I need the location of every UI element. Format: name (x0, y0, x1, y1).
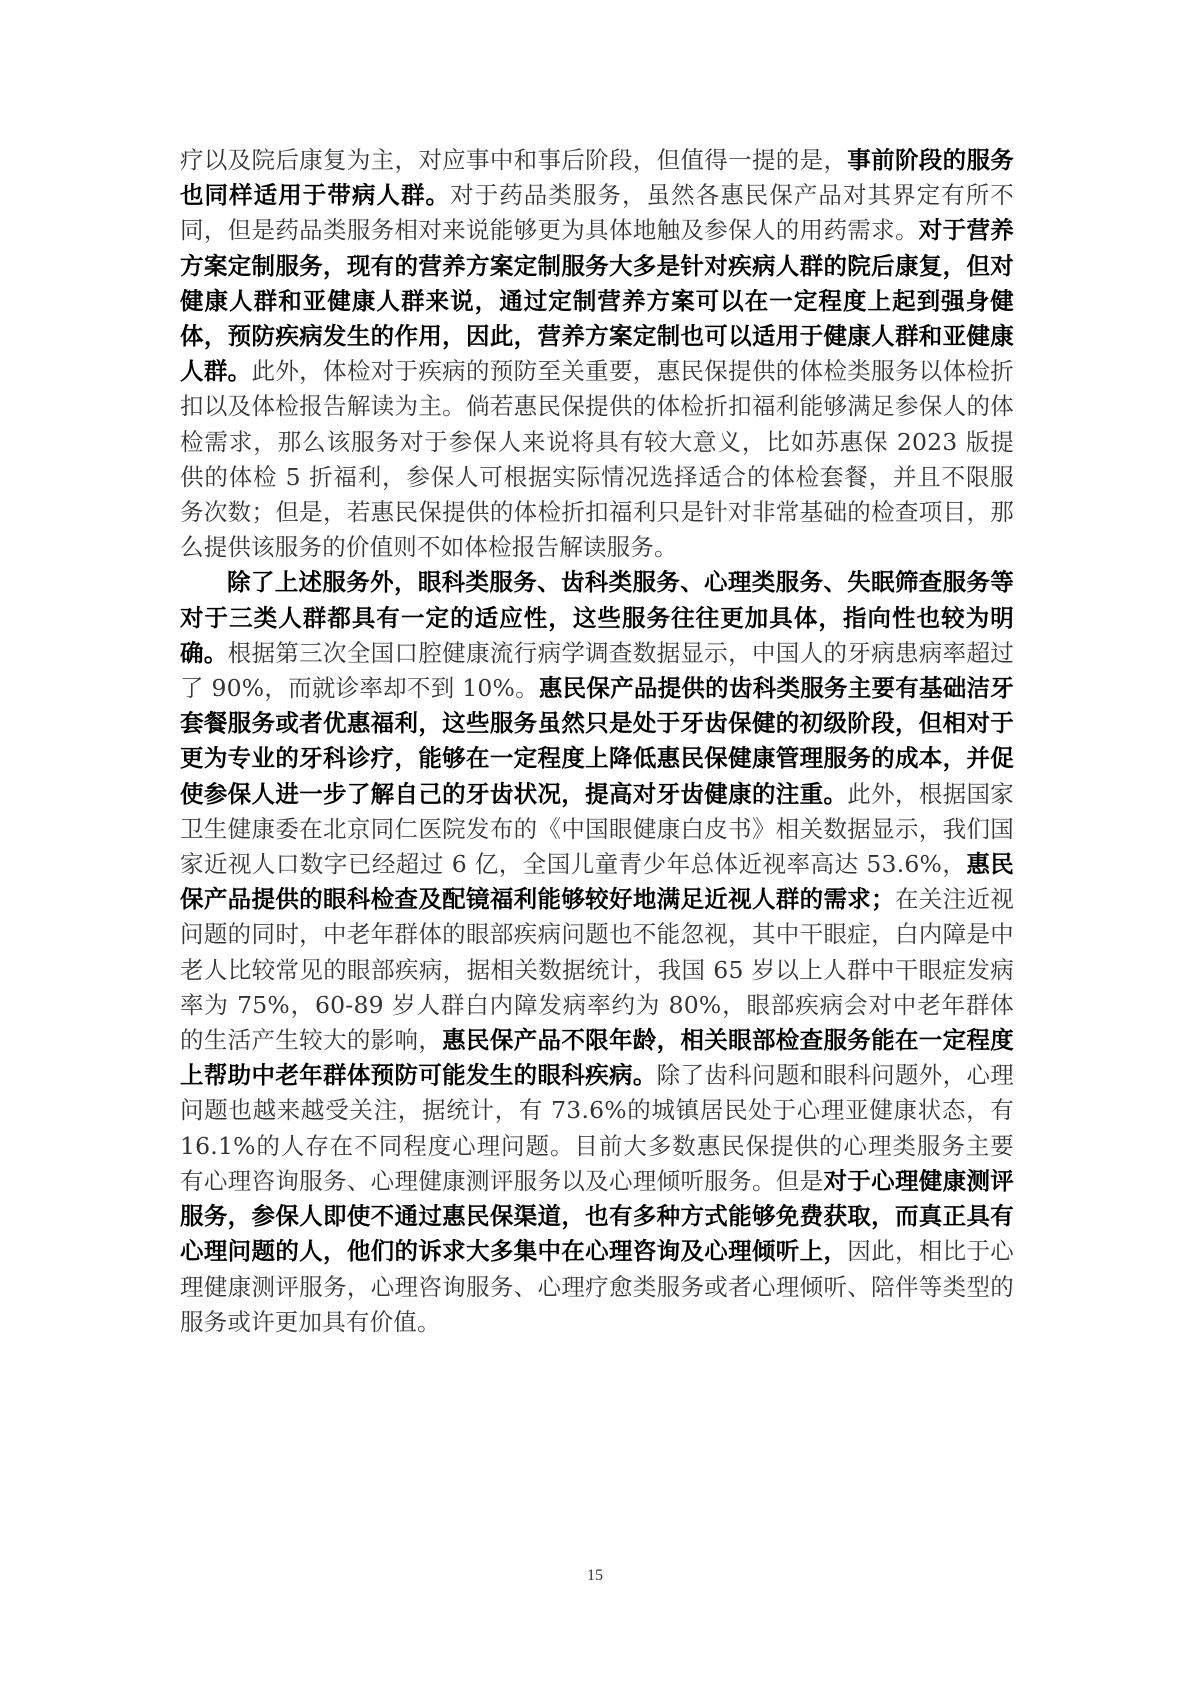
text-segment: 根据第三次全国口腔健康流行病学调查数据显示，中国人的牙病患病率超过了 90%，而就诊率却不到 10%。 (180, 638, 1014, 703)
text-segment: 除了齿科问题和眼科问题外，心理问题也越来越受关注，据统计，有 73.6%的城镇居民处于心理亚健康状态，有 16.1%的人存在不同程度心理问题。目前大多数惠民保提供的心理类服务主要有心理咨询服务、心理健康测评服务以及心理倾听服务。但是 (180, 1061, 1015, 1195)
text-segment: 此外，体检对于疾病的预防至关重要，惠民保提供的体检类服务以体检折扣以及体检报告解读为主。倘若惠民保提供的体检折扣福利能够满足参保人的体检需求，那么该服务对于参保人来说将具有较大意义，比如苏惠保 2023 版提供的体检 5 折福利，参保人可根据实际情况选择适合的体检套餐，并且不限服务次数；但是，若惠民保提供的体检折扣福利只是针对非常基础的检查项目，那么提供该服务的价值则不如体检报告解读服务。 (180, 357, 1014, 562)
text-segment: 疗以及院后康复为主，对应事中和事后阶段，但值得一提的是， (180, 146, 848, 174)
text-segment: 对于药品类服务，虽然各惠民保产品对其界定有所不同，但是药品类服务相对来说能够更为具体地触及参保人的用药需求。 (180, 181, 1015, 245)
bold-text-segment: 惠民保产品不限年龄，相关眼部检查服务能在一定程度上帮助中老年群体预防可能发生的眼科疾病。 (180, 1026, 1014, 1090)
bold-text-segment: 惠民保产品提供的齿科类服务主要有基础洁牙套餐服务或者优惠福利，这些服务虽然只是处于牙齿保健的初级阶段，但相对于更为专业的牙科诊疗，能够在一定程度上降低惠民保健康管理服务的成本，并促使参保人进一步了解自己的牙齿状况，提高对牙齿健康的注重。 (180, 674, 1015, 808)
page-number: 15 (587, 1567, 603, 1584)
bold-text-segment: 事前阶段的服务也同样适用于带病人群。 (180, 146, 1014, 210)
paragraph-1 (180, 143, 1014, 565)
text-segment: 因此，相比于心理健康测评服务，心理咨询服务、心理疗愈类服务或者心理倾听、陪伴等类型的服务或许更加具有价值。 (180, 1237, 1014, 1336)
paragraph-2 (180, 565, 1014, 1339)
bold-text-segment: 惠民保产品提供的眼科检查及配镜福利能够较好地满足近视人群的需求； (180, 850, 1014, 914)
text-segment: 此外，根据国家卫生健康委在北京同仁医院发布的《中国眼健康白皮书》相关数据显示，我们国家近视人口数字已经超过 6 亿，全国儿童青少年总体近视率高达 53.6%， (180, 779, 1014, 879)
bold-text-segment: 除了上述服务外，眼科类服务、齿科类服务、心理类服务、失眠筛查服务等对于三类人群都具有一定的适应性，这些服务往往更加具体，指向性也较为明确。 (180, 568, 1014, 667)
text-body (180, 143, 1014, 1340)
text-segment: 在关注近视问题的同时，中老年群体的眼部疾病问题也不能忽视，其中干眼症，白内障是中老人比较常见的眼部疾病，据相关数据统计，我国 65 岁以上人群中干眼症发病率为 75%，60-89 岁人群白内障发病率约为 80%，眼部疾病会对中老年群体的生活产生较大的影响， (180, 885, 1015, 1055)
bold-text-segment: 对于营养方案定制服务，现有的营养方案定制服务大多是针对疾病人群的院后康复，但对健康人群和亚健康人群来说，通过定制营养方案可以在一定程度上起到强身健体，预防疾病发生的作用，因此，营养方案定制也可以适用于健康人群和亚健康人群。 (180, 216, 1014, 386)
bold-text-segment: 对于心理健康测评服务，参保人即使不通过惠民保渠道，也有多种方式能够免费获取，而真正具有心理问题的人，他们的诉求大多集中在心理咨询及心理倾听上， (180, 1166, 1014, 1266)
